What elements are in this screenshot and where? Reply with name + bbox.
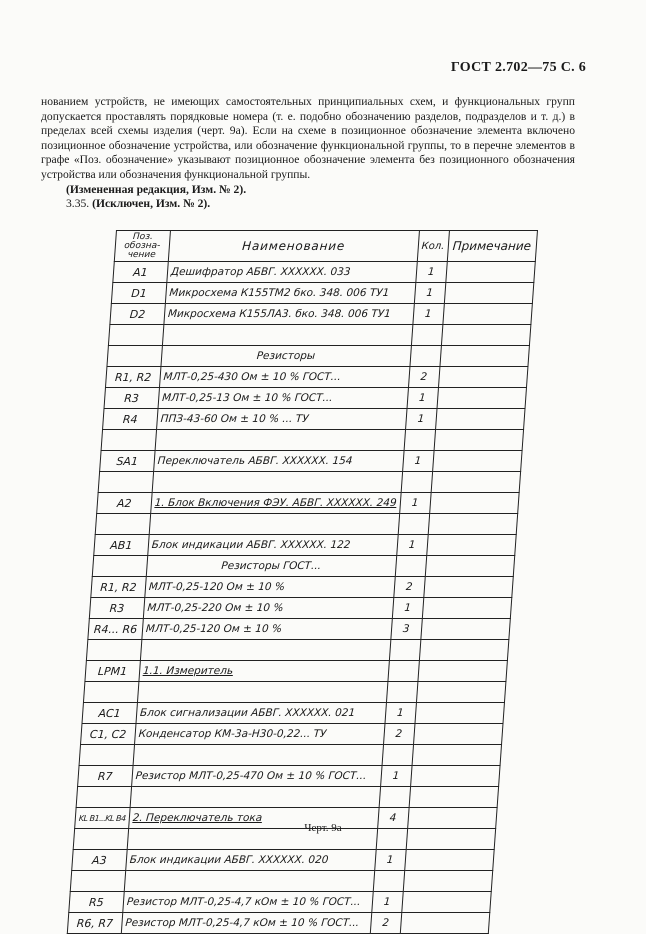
cell-note xyxy=(437,388,526,409)
cell-pos xyxy=(79,745,134,766)
cell-name xyxy=(149,514,399,535)
cell-name: Резистор МЛТ-0,25-4,7 кОм ± 10 % ГОСТ... xyxy=(123,892,373,913)
table-row xyxy=(78,766,500,787)
table-row xyxy=(105,367,527,388)
header-note: Примечание xyxy=(447,231,537,262)
cell-name: 1. Блок Включения ФЭУ. АБВГ. XXXXXX. 249 xyxy=(150,493,400,514)
table-row xyxy=(69,892,491,913)
cell-note xyxy=(409,787,498,808)
cell-qty xyxy=(404,430,435,451)
cell-note xyxy=(404,850,493,871)
table-row xyxy=(111,283,533,304)
cell-pos xyxy=(98,472,153,493)
cell-name xyxy=(130,787,380,808)
cell-pos: LPM1 xyxy=(85,661,140,682)
body-text xyxy=(41,95,575,212)
table-row xyxy=(76,787,498,808)
cell-qty: 1 xyxy=(385,703,416,724)
cell-pos: A1 xyxy=(113,262,168,283)
cell-note xyxy=(417,661,506,682)
table-row xyxy=(67,913,489,934)
cell-pos: R4 xyxy=(103,409,158,430)
cell-note xyxy=(413,724,502,745)
cell-note xyxy=(420,619,509,640)
cell-note xyxy=(431,472,520,493)
cell-note xyxy=(434,430,523,451)
cell-name: Микросхема К155ЛА3. бко. 348. 006 ТУ1 xyxy=(164,304,414,325)
table-row xyxy=(91,577,513,598)
cell-name: Резисторы ГОСТ... xyxy=(146,556,396,577)
table-header-row xyxy=(114,231,537,262)
cell-pos: KL B1...KL B4 xyxy=(75,808,130,829)
cell-name: МЛТ-0,25-220 Ом ± 10 % xyxy=(143,598,393,619)
cell-pos xyxy=(107,346,162,367)
cell-qty: 3 xyxy=(391,619,422,640)
table-row xyxy=(113,262,535,283)
page-header: ГОСТ 2.702—75 С. 6 xyxy=(450,60,586,75)
cell-note xyxy=(414,703,503,724)
cell-pos: C1, C2 xyxy=(81,724,136,745)
table-row xyxy=(108,325,530,346)
cell-qty: 1 xyxy=(402,451,433,472)
clause-text: (Исключен, Изм. № 2). xyxy=(92,197,211,211)
cell-pos xyxy=(83,682,138,703)
table-row xyxy=(101,430,523,451)
cell-name: Резистор МЛТ-0,25-470 Ом ± 10 % ГОСТ... xyxy=(131,766,381,787)
cell-qty: 2 xyxy=(383,724,414,745)
cell-qty: 1 xyxy=(413,304,444,325)
cell-pos: R5 xyxy=(69,892,124,913)
cell-qty: 1 xyxy=(392,598,423,619)
cell-qty: 1 xyxy=(399,493,430,514)
cell-name: Дешифратор АБВГ. XXXXXX. 033 xyxy=(167,262,417,283)
cell-pos xyxy=(95,514,150,535)
cell-qty xyxy=(410,346,441,367)
paragraph-continuation: нованием устройств, не имеющих самостоятельных принципиальных схем, и функциональных групп допускается проставлять порядковые номера (т. е. подобно обозначению разделов, подразделов и т. д.) в пределах всей схемы изделия (черт. 9а). Если на схеме в позиционное обозначение элемента включено позиционное обозначение устройства, или обозначение функциональной группы, то в перечне элементов в графе «Поз. обозначение» указывают позиционное обозначение элемента без позиционного обозначения устройства или обозначения функциональной группы. xyxy=(41,95,575,181)
cell-pos: R3 xyxy=(104,388,159,409)
cell-pos xyxy=(108,325,163,346)
cell-pos: D2 xyxy=(110,304,165,325)
table-row xyxy=(103,409,525,430)
cell-note xyxy=(422,598,511,619)
cell-name: ППЗ-43-60 Ом ± 10 % ... ТУ xyxy=(156,409,406,430)
cell-pos xyxy=(70,871,125,892)
cell-note xyxy=(410,766,499,787)
cell-note xyxy=(429,493,518,514)
header-name: Наименование xyxy=(168,231,419,262)
cell-qty: 1 xyxy=(396,535,427,556)
cell-name: Блок индикации АБВГ. XXXXXX. 020 xyxy=(125,850,375,871)
cell-name xyxy=(155,430,405,451)
cell-pos: R1, R2 xyxy=(91,577,146,598)
cell-name: Конденсатор КМ-3а-Н30-0,22... ТУ xyxy=(134,724,384,745)
header-qty: Кол. xyxy=(417,231,449,262)
cell-qty: 1 xyxy=(374,850,405,871)
table-row xyxy=(97,493,519,514)
table-row xyxy=(104,388,526,409)
header-pos: Поз. обозна-чение xyxy=(114,231,170,262)
table-row xyxy=(83,682,505,703)
cell-qty: 1 xyxy=(414,283,445,304)
clause-3-35 xyxy=(41,197,575,212)
table-row xyxy=(72,850,494,871)
figure-caption: Черт. 9а xyxy=(304,822,342,834)
cell-name xyxy=(133,745,383,766)
cell-pos xyxy=(92,556,147,577)
cell-name: МЛТ-0,25-120 Ом ± 10 % xyxy=(142,619,392,640)
cell-qty: 1 xyxy=(416,262,447,283)
cell-qty xyxy=(373,871,404,892)
cell-qty xyxy=(401,472,432,493)
table-row xyxy=(82,703,504,724)
cell-name: 1.1. Измеритель xyxy=(139,661,389,682)
cell-name: 2. Переключатель тока xyxy=(128,808,378,829)
cell-note xyxy=(435,409,524,430)
cell-pos: D1 xyxy=(111,283,166,304)
cell-qty xyxy=(398,514,429,535)
cell-note xyxy=(419,640,508,661)
table-row xyxy=(95,514,517,535)
cell-qty: 1 xyxy=(371,892,402,913)
cell-pos xyxy=(76,787,131,808)
cell-note xyxy=(412,745,501,766)
cell-name: МЛТ-0,25-430 Ом ± 10 % ГОСТ... xyxy=(159,367,409,388)
table-row xyxy=(88,619,510,640)
table-row xyxy=(70,871,492,892)
cell-name: Микросхема К155ТМ2 бко. 348. 006 ТУ1 xyxy=(165,283,415,304)
cell-pos: R7 xyxy=(78,766,133,787)
cell-pos: R6, R7 xyxy=(67,913,122,934)
cell-pos: A3 xyxy=(72,850,127,871)
cell-qty xyxy=(388,661,419,682)
cell-qty xyxy=(395,556,426,577)
cell-qty: 2 xyxy=(394,577,425,598)
clause-number: 3.35. xyxy=(66,197,90,211)
cell-note xyxy=(444,283,533,304)
cell-qty xyxy=(389,640,420,661)
cell-note xyxy=(400,913,489,934)
cell-pos: R4... R6 xyxy=(88,619,143,640)
table-row xyxy=(94,535,516,556)
cell-name xyxy=(152,472,402,493)
cell-name xyxy=(140,640,390,661)
cell-qty xyxy=(386,682,417,703)
cell-qty xyxy=(411,325,442,346)
cell-name xyxy=(124,871,374,892)
cell-note xyxy=(423,577,512,598)
table-row xyxy=(86,640,508,661)
cell-name: Переключатель АБВГ. XXXXXX. 154 xyxy=(153,451,403,472)
cell-name xyxy=(162,325,412,346)
cell-name: Блок сигнализации АБВГ. XXXXXX. 021 xyxy=(136,703,386,724)
cell-pos: R3 xyxy=(89,598,144,619)
cell-note xyxy=(438,367,527,388)
table-row xyxy=(100,451,522,472)
cell-name: МЛТ-0,25-13 Ом ± 10 % ГОСТ... xyxy=(158,388,408,409)
cell-pos: AB1 xyxy=(94,535,149,556)
cell-note xyxy=(403,871,492,892)
cell-qty: 2 xyxy=(370,913,401,934)
cell-name: Блок индикации АБВГ. XXXXXX. 122 xyxy=(148,535,398,556)
cell-qty: 2 xyxy=(408,367,439,388)
cell-qty: 4 xyxy=(377,808,408,829)
cell-pos: SA1 xyxy=(100,451,155,472)
cell-note xyxy=(428,514,517,535)
table-row xyxy=(85,661,507,682)
cell-note xyxy=(445,262,534,283)
cell-qty xyxy=(379,787,410,808)
table-row xyxy=(98,472,520,493)
cell-name: Резисторы xyxy=(161,346,411,367)
cell-pos xyxy=(101,430,156,451)
table-row xyxy=(89,598,511,619)
table-row xyxy=(81,724,503,745)
cell-name xyxy=(137,682,387,703)
cell-note xyxy=(439,346,528,367)
cell-qty: 1 xyxy=(405,409,436,430)
cell-note xyxy=(441,325,530,346)
cell-note xyxy=(426,535,515,556)
table-row xyxy=(92,556,514,577)
cell-note xyxy=(416,682,505,703)
cell-note xyxy=(442,304,531,325)
cell-pos xyxy=(86,640,141,661)
table-row xyxy=(107,346,529,367)
cell-pos: R1, R2 xyxy=(105,367,160,388)
table-row xyxy=(110,304,532,325)
cell-name: МЛТ-0,25-120 Ом ± 10 % xyxy=(145,577,395,598)
cell-note xyxy=(425,556,514,577)
cell-pos: A2 xyxy=(97,493,152,514)
cell-note xyxy=(401,892,490,913)
cell-name: Резистор МЛТ-0,25-4,7 кОм ± 10 % ГОСТ... xyxy=(121,913,371,934)
cell-note xyxy=(432,451,521,472)
cell-qty: 1 xyxy=(407,388,438,409)
edition-note: (Измененная редакция, Изм. № 2). xyxy=(66,182,247,196)
cell-qty: 1 xyxy=(380,766,411,787)
cell-pos: AC1 xyxy=(82,703,137,724)
table-row xyxy=(79,745,501,766)
cell-qty xyxy=(382,745,413,766)
